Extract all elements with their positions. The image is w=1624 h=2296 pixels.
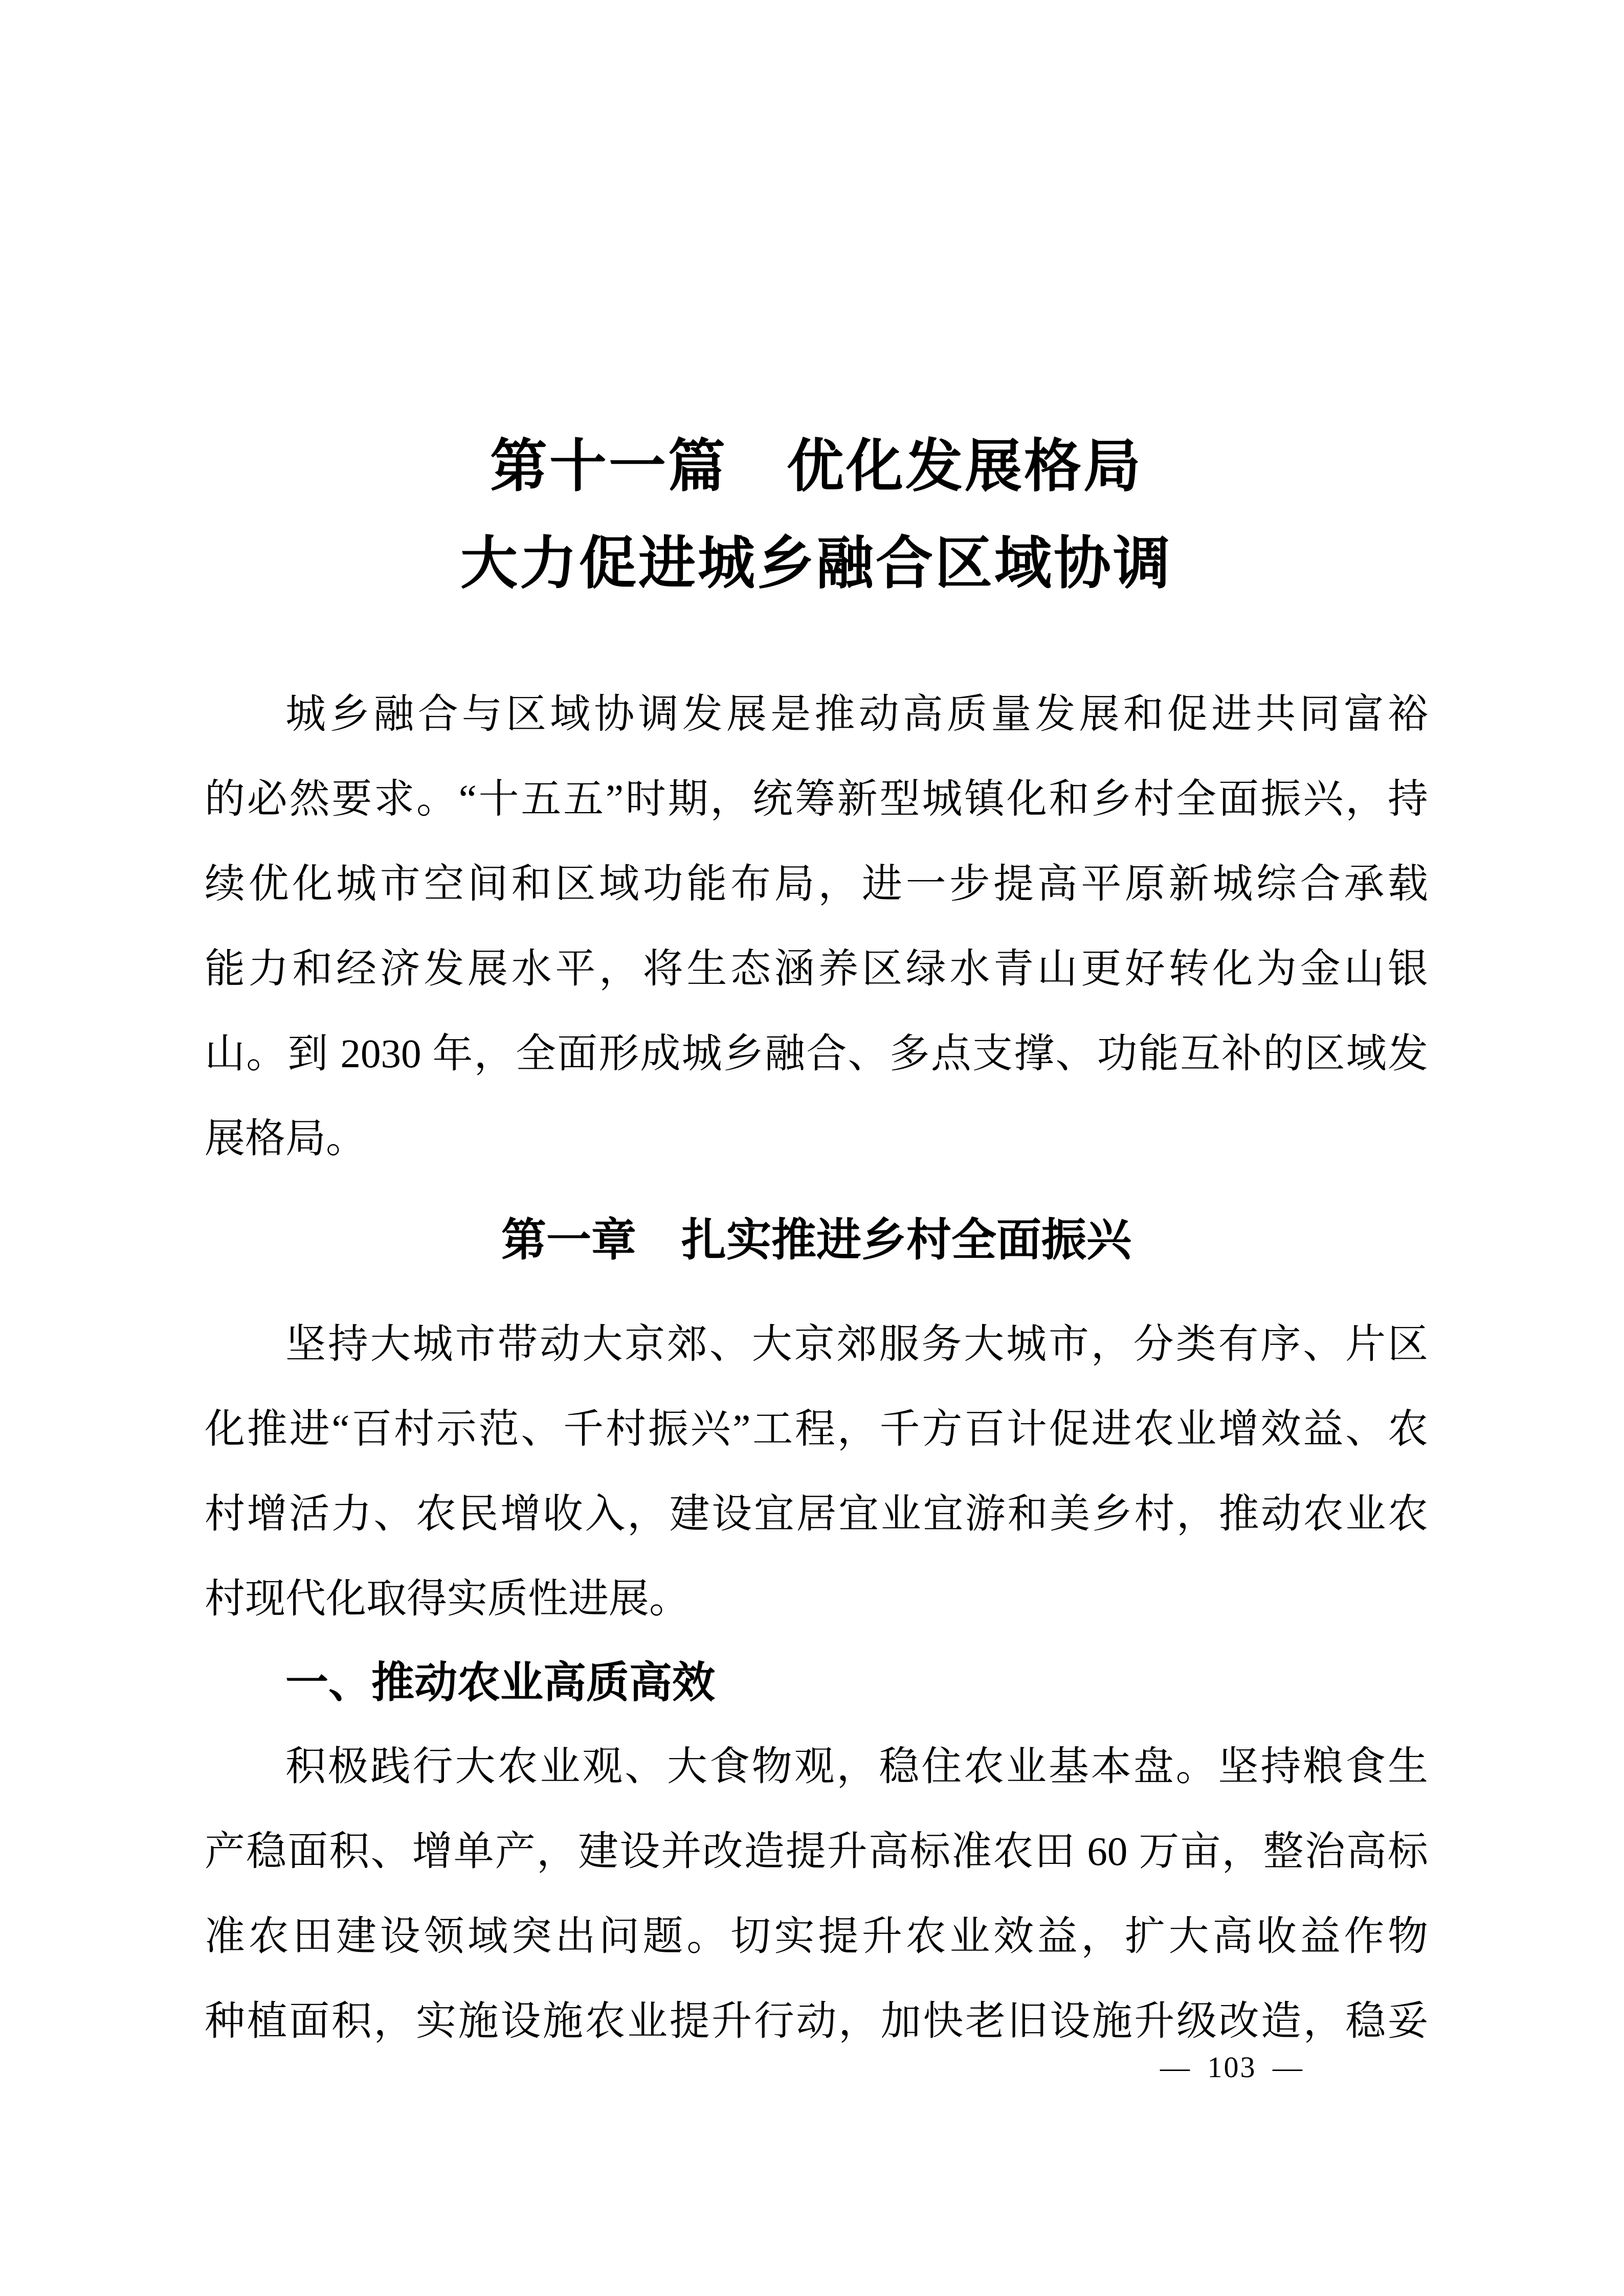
text-line: 产稳面积、增单产，建设并改造提升高标准农田 60 万亩，整治高标 <box>205 1830 1428 1874</box>
text-line: 积极践行大农业观、大食物观，稳住农业基本盘。坚持粮食生 <box>285 1745 1428 1789</box>
text-line: 种植面积，实施设施农业提升行动，加快老旧设施升级改造，稳妥 <box>205 1999 1428 2044</box>
chapter-heading: 第一章 扎实推进乡村全面振兴 <box>501 1214 1131 1265</box>
text-line: 坚持大城市带动大京郊、大京郊服务大城市，分类有序、片区 <box>285 1322 1428 1367</box>
text-line: 的必然要求。“十五五”时期，统筹新型城镇化和乡村全面振兴，持 <box>205 777 1428 822</box>
document-title-line-1: 第十一篇 优化发展格局 <box>490 435 1143 499</box>
text-line: 化推进“百村示范、千村振兴”工程，千方百计促进农业增效益、农 <box>205 1407 1428 1452</box>
text-line: 能力和经济发展水平，将生态涵养区绿水青山更好转化为金山银 <box>205 947 1428 992</box>
text-line: 村现代化取得实质性进展。 <box>205 1577 689 1622</box>
page-number: — 103 — <box>1160 2051 1304 2084</box>
text-line: 准农田建设领域突出问题。切实提升农业效益，扩大高收益作物 <box>205 1915 1428 1959</box>
subsection-heading: 一、推动农业高质高效 <box>285 1658 716 1706</box>
paragraph-intro <box>205 672 1428 1182</box>
paragraph-chapter-intro <box>205 1302 1428 1642</box>
document-title-line-2: 大力促进城乡融合区域协调 <box>460 532 1172 596</box>
paragraph-subsection-body <box>205 1725 1428 2064</box>
text-line: 展格局。 <box>205 1117 366 1161</box>
text-line: 城乡融合与区域协调发展是推动高质量发展和促进共同富裕 <box>285 692 1428 737</box>
text-line: 村增活力、农民增收入，建设宜居宜业宜游和美乡村，推动农业农 <box>205 1492 1428 1537</box>
document-title <box>205 418 1428 613</box>
text-line: 续优化城市空间和区域功能布局，进一步提高平原新城综合承载 <box>205 862 1428 907</box>
text-line: 山。到 2030 年，全面形成城乡融合、多点支撑、功能互补的区域发 <box>205 1032 1428 1076</box>
